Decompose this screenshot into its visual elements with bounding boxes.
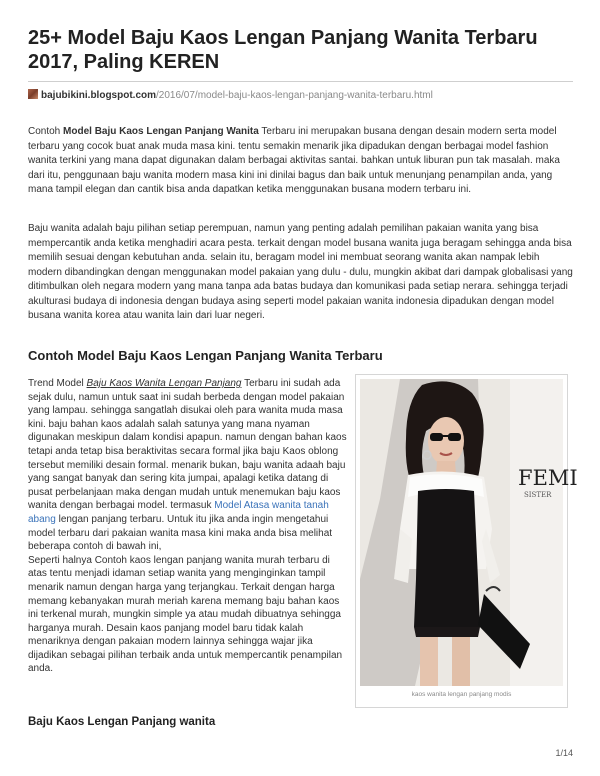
- article-figure: [355, 374, 578, 708]
- model-photo[interactable]: [360, 379, 578, 686]
- image-caption: kaos wanita lengan panjang modis: [411, 691, 512, 698]
- intro-paragraph-1: [28, 125, 573, 198]
- body-text: Seperti halnya Contoh kaos lengan panjang wanita murah terbaru di atas tentu menjadi idaman setiap wanita yang menginginkan tampil menarik namun dengan harga yang terjangkau. Terkait dengan harga memang kebanyakan murah meriah karena memang baju bahan kaos ini terkenal murah, mungkin simple ya atau mudah dibuatnya sehingga harganya murah. Desain kaos panjang model baru tidak kalah menariknya dengan pakaian modern lainnya sehingga wajar jika dijadikan sebagai pilihan terbaik anda untuk mempercantik penampilan anda.: [28, 554, 343, 675]
- body-text: lengan panjang terbaru. Untuk itu jika anda ingin mengetahui model terbaru dari pakaian wanita masa kini maka anda bisa melihat beberapa contoh di bawah ini,: [28, 513, 333, 553]
- body-text: Terbaru ini sudah ada sejak dulu, namun untuk saat ini sudah berbeda dengan model pakaian yang lampau. sehingga sangatlah disukai oleh para wanita muda masa kini. baju bahan kaos adalah salah satunya yang mana nyaman digunakan meskipun dalam kondisi apapun. namun dengan bahan kaos tetapi anda tetap bisa beraktivitas secara formal jika baju Kaos oblong tersebut memiliki desain formal. menarik bukan, baju wanita adaah baju yang sangat banyak dan sering kita jumpai, apalagi ketika datang di pusat perbelanjaan maka dengan mudah untuk menemukan baju kaos wanita dengan berbagai model. termasuk: [28, 378, 347, 512]
- title-divider: [28, 81, 573, 82]
- woman-in-black-top-image: [360, 379, 578, 686]
- section-heading-2: Baju Kaos Lengan Panjang wanita: [28, 716, 216, 728]
- section-body-text: [28, 377, 350, 676]
- intro-text-rest: Terbaru ini merupakan busana dengan desain modern serta model terbaru yang cocok buat anak muda masa kini. tentu semakin menarik jika dipadukan dengan berbagai model fashion wanita terkini yang mana dapat digunakan dalam berbagai aktivitas santai. bahkan untuk liburan pun tak masalah. maka dari itu, penggunaan baju wanita modern masa kini ini dinilai bagus dan baik untuk menunjang penampilan anda, yang mana tampil elegan dan cantik bisa anda dapatkan ketika menggunakan busana modern terbaru ini.: [28, 126, 560, 195]
- body-text: Trend Model: [28, 378, 87, 389]
- source-host: bajubikini.blogspot.com: [41, 90, 156, 101]
- page-number: 1/14: [555, 748, 573, 758]
- source-path: /2016/07/model-baju-kaos-lengan-panjang-wanita-terbaru.html: [156, 90, 433, 101]
- source-line: [28, 89, 433, 103]
- image-brand-text: FEMI: [518, 466, 578, 490]
- link-baju-kaos-wanita[interactable]: Baju Kaos Wanita Lengan Panjang: [86, 378, 242, 389]
- intro-bold-keyword: Model Baju Kaos Lengan Panjang Wanita: [63, 126, 259, 137]
- intro-paragraph-2: Baju wanita adalah baju pilihan setiap perempuan, namun yang penting adalah pemilihan pakaian wanita yang bisa mempercantik anda ketika menghadiri acara pesta. terkait dengan model busana wanita juga beragam sehingga anda bisa memilih sesuai dengan kebutuhan anda. selain itu, beragam model ini membuat seorang wanita akan nampak lebih modern dibandingkan dengan menggunakan model pakaian yang dulu - dulu, mungkin akibat dari dampak globalisasi yang ditimbulkan oleh negara modern yang mana tanpa ada batas budaya dan komunikasi pada setiap nerara. sehingga terjadi akulturasi budaya di indonesia dengan budaya asing seperti model pakaian wanita indonesia dipadukan dengan model busana wanita korea atau wanita lain dari luar negeri.: [28, 223, 573, 321]
- article-title: 25+ Model Baju Kaos Lengan Panjang Wanita Terbaru 2017, Paling KEREN: [28, 27, 538, 73]
- intro-text: Contoh: [28, 126, 64, 137]
- link-model-atasan-tanah-abang[interactable]: Model Atasa wanita tanah abang: [28, 500, 329, 525]
- site-favicon-icon: [28, 89, 38, 99]
- image-brand-subtext: SISTER: [524, 491, 552, 499]
- section-heading: Contoh Model Baju Kaos Lengan Panjang Wanita Terbaru: [28, 348, 383, 363]
